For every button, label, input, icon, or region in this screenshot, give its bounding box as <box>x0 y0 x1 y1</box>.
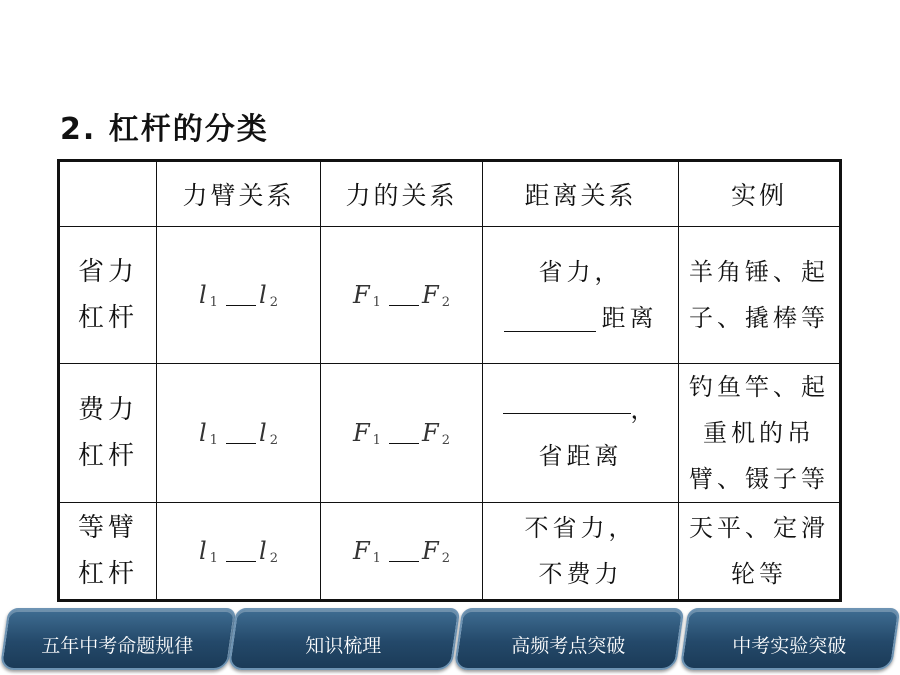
fill-blank[interactable] <box>389 305 419 306</box>
nav-tab-knowledge-review[interactable]: 知识梳理 <box>228 608 461 670</box>
force-relation-cell: F $_1$ F $_2$ <box>321 364 483 503</box>
row-label: 省力 杠杆 <box>59 227 157 364</box>
bottom-nav-bar <box>0 603 900 675</box>
nav-tab-exam-patterns[interactable]: 五年中考命题规律 <box>0 608 236 670</box>
fill-blank[interactable] <box>504 331 596 332</box>
examples-cell: 天平、定滑 轮等 <box>679 503 841 601</box>
section-heading: 2. 杠杆的分类 <box>60 112 269 147</box>
header-empty <box>59 161 157 227</box>
examples-cell: 钓鱼竿、起 重机的吊 臂、镊子等 <box>679 364 841 503</box>
lever-classification-table <box>57 159 842 602</box>
distance-relation-cell: 省力， 距离 <box>483 227 679 364</box>
row-label: 费力 杠杆 <box>59 364 157 503</box>
nav-tab-experiments[interactable]: 中考实验突破 <box>680 608 900 670</box>
force-relation-cell: F $_1$ F $_2$ <box>321 503 483 601</box>
table-header-row <box>59 161 841 227</box>
header-force-relation: 力的关系 <box>321 161 483 227</box>
distance-relation-cell: 不省力， 不费力 <box>483 503 679 601</box>
header-distance-relation: 距离关系 <box>483 161 679 227</box>
fill-blank[interactable] <box>226 561 256 562</box>
distance-relation-cell: ， 省距离 <box>483 364 679 503</box>
header-arm-relation: 力臂关系 <box>157 161 321 227</box>
fill-blank[interactable] <box>226 305 256 306</box>
table-row-equal-arm <box>59 503 841 601</box>
header-examples: 实例 <box>679 161 841 227</box>
table-row-force-saving <box>59 227 841 364</box>
arm-relation-cell: l $_1$ l $_2$ <box>157 364 321 503</box>
fill-blank[interactable] <box>226 443 256 444</box>
force-relation-cell: F $_1$ F $_2$ <box>321 227 483 364</box>
arm-relation-cell: l $_1$ l $_2$ <box>157 227 321 364</box>
fill-blank[interactable] <box>503 413 631 414</box>
fill-blank[interactable] <box>389 561 419 562</box>
table-row-force-costing <box>59 364 841 503</box>
arm-relation-cell: l $_1$ l $_2$ <box>157 503 321 601</box>
nav-tab-frequent-points[interactable]: 高频考点突破 <box>454 608 685 670</box>
fill-blank[interactable] <box>389 443 419 444</box>
row-label: 等臂 杠杆 <box>59 503 157 601</box>
examples-cell: 羊角锤、起 子、撬棒等 <box>679 227 841 364</box>
